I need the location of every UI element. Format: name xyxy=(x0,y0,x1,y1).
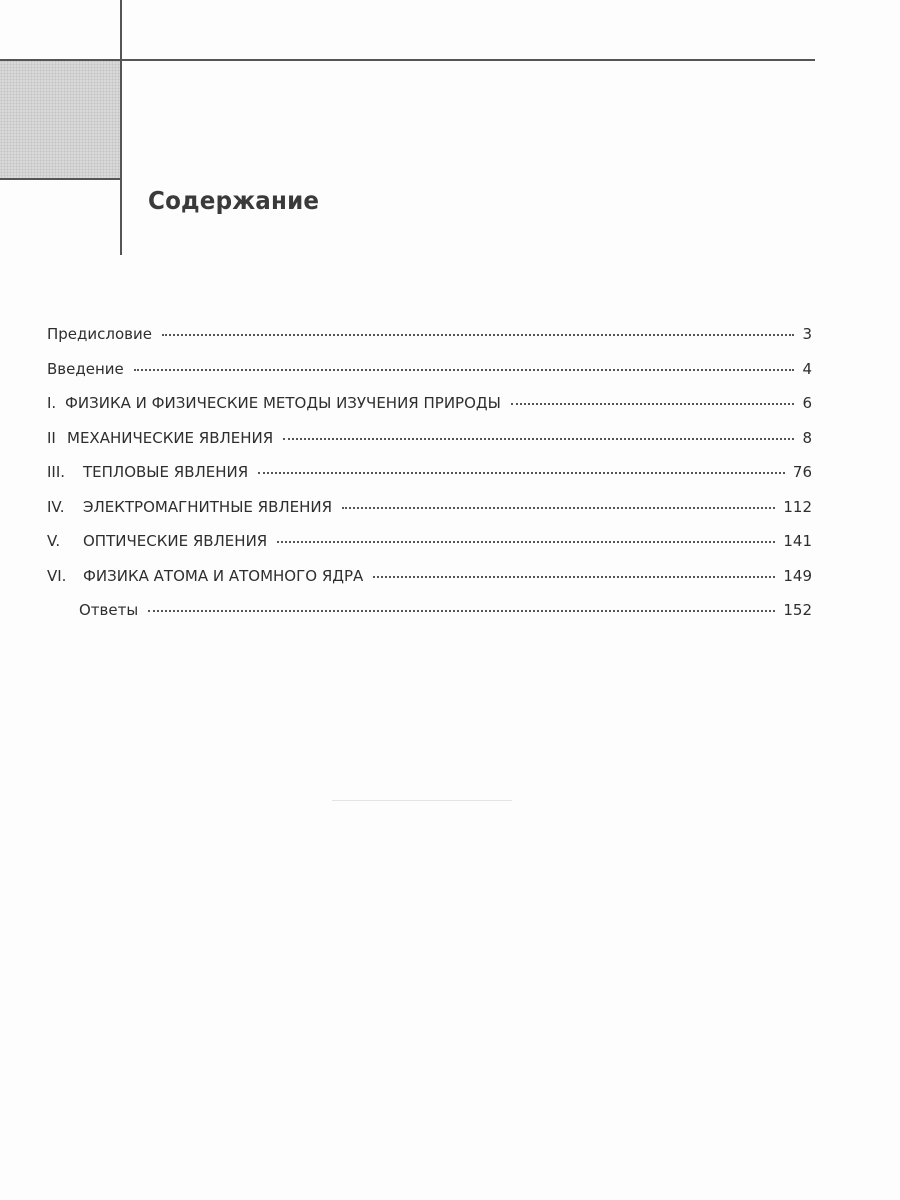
toc-entry-answers[interactable] xyxy=(47,601,812,636)
toc-entry-chapter-6[interactable] xyxy=(47,567,812,602)
dot-leader xyxy=(373,576,775,578)
decorative-gray-block xyxy=(0,60,120,178)
toc-entry-preface[interactable] xyxy=(47,325,812,360)
toc-entry-number: III. xyxy=(47,463,66,481)
toc-entry-label: Ответы xyxy=(79,601,139,619)
toc-entry-page: 4 xyxy=(802,359,812,378)
toc-entry-label: ФИЗИКА И ФИЗИЧЕСКИЕ МЕТОДЫ ИЗУЧЕНИЯ ПРИРОДЫ xyxy=(65,394,501,412)
dot-leader xyxy=(162,334,794,336)
toc-entry-page: 3 xyxy=(802,325,812,343)
toc-entry-chapter-2[interactable] xyxy=(47,429,812,464)
toc-entry-page: 6 xyxy=(802,394,812,412)
page-title: Содержание xyxy=(148,186,320,215)
dot-leader xyxy=(342,507,775,509)
dot-leader xyxy=(134,369,794,371)
dot-leader xyxy=(258,472,785,474)
toc-entry-chapter-4[interactable] xyxy=(47,498,812,533)
toc-entry-chapter-1[interactable] xyxy=(47,394,812,429)
faint-divider xyxy=(332,800,512,801)
dot-leader xyxy=(148,610,775,612)
vertical-rule xyxy=(120,0,122,255)
toc-entry-page: 76 xyxy=(792,463,812,481)
dot-leader xyxy=(511,403,794,405)
toc-entry-page: 112 xyxy=(783,497,812,516)
toc-entry-label: МЕХАНИЧЕСКИЕ ЯВЛЕНИЯ xyxy=(67,428,274,447)
toc-entry-label: ФИЗИКА АТОМА И АТОМНОГО ЯДРА xyxy=(83,566,364,585)
toc-entry-page: 149 xyxy=(783,566,812,585)
dot-leader xyxy=(277,541,775,543)
dot-leader xyxy=(283,438,794,440)
toc-entry-introduction[interactable] xyxy=(47,360,812,395)
toc-entry-number: II xyxy=(47,428,56,447)
toc-entry-page: 152 xyxy=(783,601,812,619)
toc-entry-label: ТЕПЛОВЫЕ ЯВЛЕНИЯ xyxy=(83,463,249,481)
toc-entry-page: 141 xyxy=(783,532,812,550)
toc-entry-number: IV. xyxy=(47,497,65,516)
toc-entry-label: ОПТИЧЕСКИЕ ЯВЛЕНИЯ xyxy=(83,532,268,550)
toc-entry-chapter-3[interactable] xyxy=(47,463,812,498)
toc-entry-label: Введение xyxy=(47,359,124,378)
table-of-contents xyxy=(47,325,812,636)
toc-entry-number: I. xyxy=(47,394,57,412)
block-bottom-rule xyxy=(0,178,122,180)
toc-entry-chapter-5[interactable] xyxy=(47,532,812,567)
top-rule xyxy=(0,59,815,61)
toc-entry-label: ЭЛЕКТРОМАГНИТНЫЕ ЯВЛЕНИЯ xyxy=(83,497,333,516)
toc-entry-page: 8 xyxy=(802,428,812,447)
toc-entry-number: V. xyxy=(47,532,61,550)
toc-entry-label: Предисловие xyxy=(47,325,152,343)
toc-entry-number: VI. xyxy=(47,566,67,585)
